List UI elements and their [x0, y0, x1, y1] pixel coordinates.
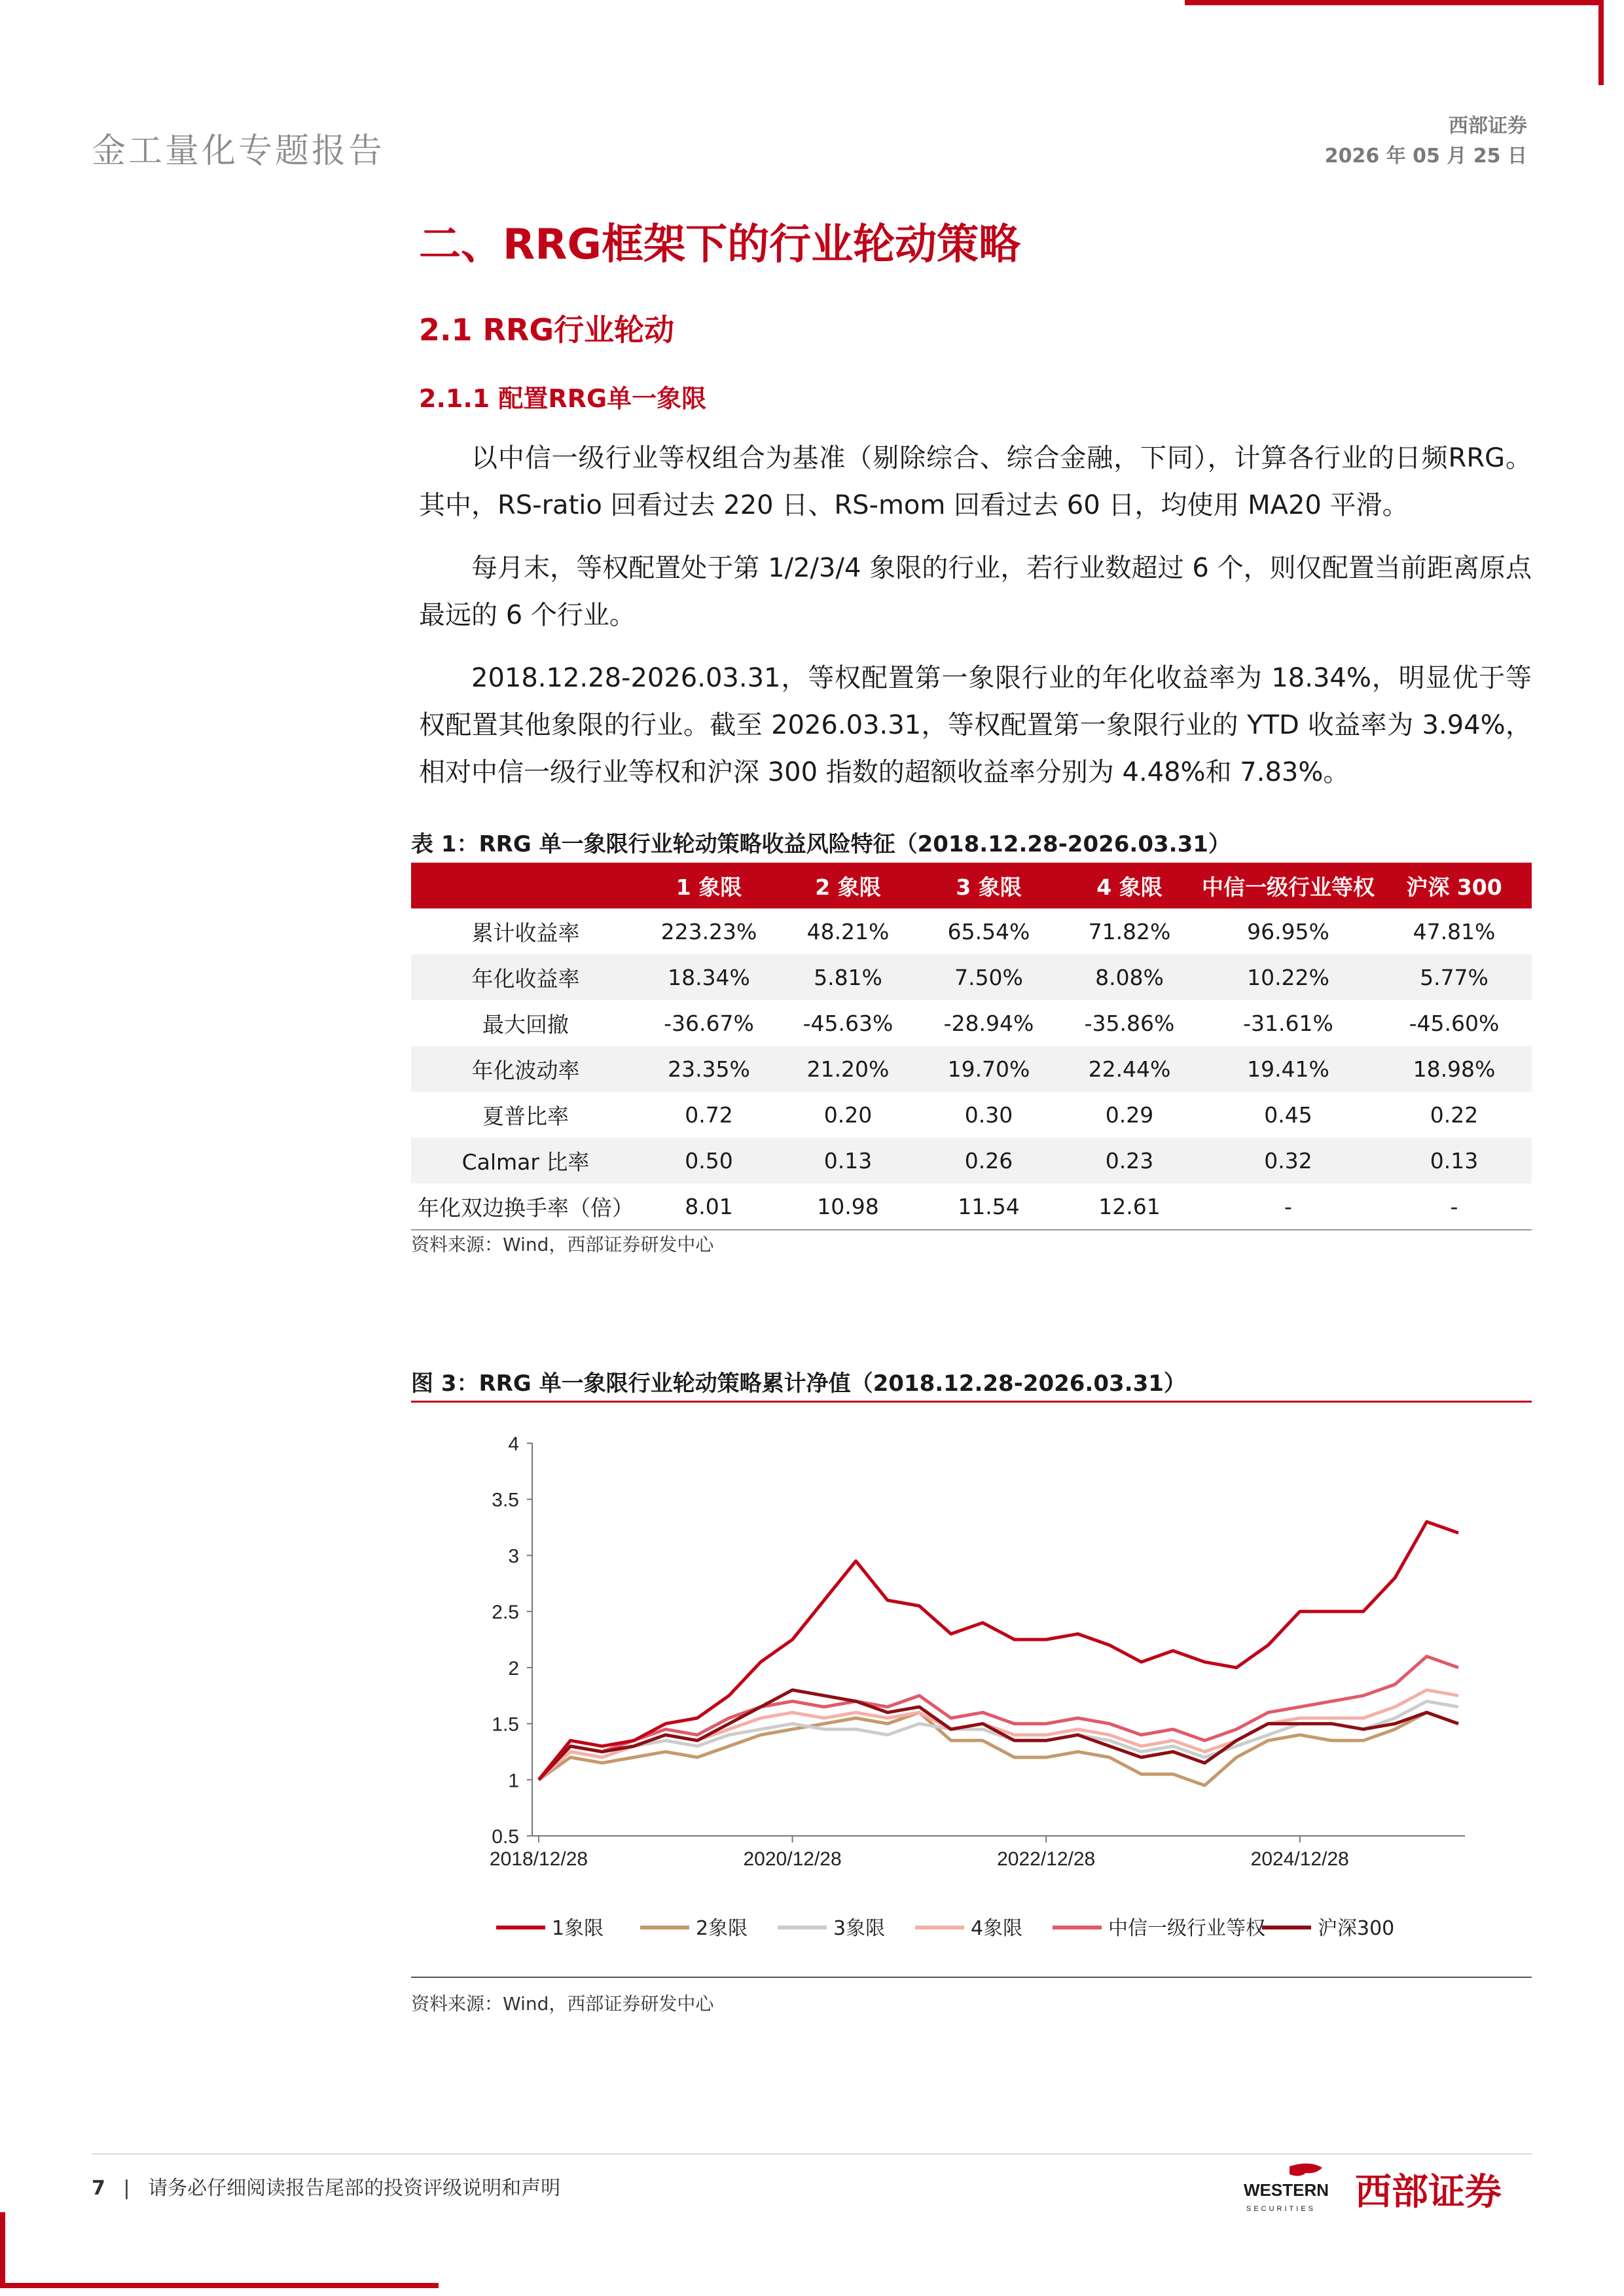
table-cell: 47.81% [1413, 918, 1496, 944]
y-tick-label: 0.5 [492, 1826, 519, 1848]
table-body [411, 908, 1532, 1229]
table-header-cell: 中信一级行业等权 [1200, 863, 1377, 908]
table-cell: 8.08% [1059, 954, 1200, 1000]
table-cell: -45.63% [803, 1010, 893, 1036]
table-row-label: 夏普比率 [482, 1103, 569, 1129]
bottom-red-frame-vertical [0, 2212, 5, 2288]
table-cell: 0.72 [685, 1102, 733, 1128]
y-tick-label: 3.5 [492, 1489, 519, 1511]
header-date: 2026 年 05 月 25 日 [1324, 145, 1527, 168]
table-cell: 71.82% [1088, 918, 1171, 944]
table-cell: 0.13 [778, 1138, 918, 1183]
table-cell: 22.44% [1059, 1046, 1200, 1092]
table-cell: 11.54 [958, 1193, 1020, 1219]
table-cell: 21.20% [778, 1046, 918, 1092]
subsection-title: 2.1 RRG行业轮动 [419, 312, 675, 348]
figure-bottom-rule [411, 1977, 1532, 1978]
table-cell: 0.32 [1200, 1138, 1377, 1183]
table-header-cell: 4 象限 [1059, 863, 1200, 908]
paragraph-2: 每月末，等权配置处于第 1/2/3/4 象限的行业，若行业数超过 6 个，则仅配置当前距离原点最远的 6 个行业。 [419, 553, 1532, 630]
table-row [411, 1046, 1532, 1092]
table-cell: 65.54% [947, 918, 1030, 944]
y-tick-label: 4 [508, 1433, 519, 1455]
logo-en-text: WESTERN [1244, 2180, 1329, 2200]
western-securities-logo [1244, 2160, 1532, 2219]
table-caption: 表 1：RRG 单一象限行业轮动策略收益风险特征（2018.12.28-2026.03.31） [411, 831, 1231, 857]
y-tick-label: 1.5 [492, 1713, 519, 1736]
table-cell: -28.94% [943, 1010, 1034, 1036]
figure-source: 资料来源：Wind，西部证券研发中心 [411, 1993, 714, 2015]
table-row [411, 1092, 1532, 1138]
table-row [411, 954, 1532, 1000]
table-cell: 5.81% [778, 954, 918, 1000]
table-cell: 23.35% [640, 1046, 778, 1092]
table-cell: 18.98% [1377, 1046, 1532, 1092]
table-cell: 0.30 [964, 1102, 1013, 1128]
table-cell: 0.29 [1105, 1102, 1154, 1128]
table-row [411, 1183, 1532, 1229]
table-cell: - [1450, 1193, 1458, 1219]
table-row [411, 1138, 1532, 1183]
table-header-cell: 沪深 300 [1377, 863, 1532, 908]
page-number: 7 [92, 2177, 105, 2200]
header-meta [1325, 111, 1527, 171]
table-row-label: 累计收益率 [471, 920, 580, 946]
section-title: 二、RRG框架下的行业轮动策略 [419, 221, 1021, 269]
footer-rule [92, 2153, 1532, 2155]
legend-label: 中信一级行业等权 [1108, 1917, 1265, 1940]
table-cell: 0.20 [823, 1102, 873, 1128]
table-cell: - [1284, 1193, 1292, 1219]
table-header-cell: 3 象限 [918, 863, 1059, 908]
table-row [411, 908, 1532, 954]
table-header-cell [411, 863, 640, 908]
table-cell: 0.22 [1430, 1102, 1479, 1128]
figure-caption: 图 3：RRG 单一象限行业轮动策略累计净值（2018.12.28-2026.03.31） [411, 1371, 1186, 1397]
table-cell: -35.86% [1084, 1010, 1175, 1036]
legend-label: 3象限 [833, 1917, 886, 1940]
table-header-cell: 2 象限 [778, 863, 918, 908]
x-tick-label: 2020/12/28 [743, 1848, 842, 1870]
report-category: 金工量化专题报告 [92, 132, 386, 171]
legend-label: 2象限 [696, 1917, 748, 1940]
table-cell: 10.98 [817, 1193, 879, 1219]
x-tick-label: 2024/12/28 [1250, 1848, 1349, 1870]
table-cell: -45.60% [1409, 1010, 1500, 1036]
y-tick-label: 2 [508, 1657, 519, 1679]
table-cell: 10.22% [1200, 954, 1377, 1000]
disclaimer-text: 请务必仔细阅读报告尾部的投资评级说明和声明 [148, 2177, 561, 2200]
table-cell: 0.26 [918, 1138, 1059, 1183]
table-cell: 0.45 [1264, 1102, 1312, 1128]
table-cell: 0.13 [1377, 1138, 1532, 1183]
table-cell: 48.21% [806, 918, 890, 944]
returns-table-grid [411, 863, 1532, 1229]
subsubsection-title: 2.1.1 配置RRG单一象限 [419, 384, 707, 413]
legend-label: 1象限 [552, 1917, 604, 1940]
table-cell: 19.41% [1200, 1046, 1377, 1092]
table-cell: 8.01 [685, 1193, 733, 1219]
y-tick-label: 1 [508, 1770, 519, 1792]
header-org: 西部证券 [1449, 115, 1527, 137]
y-tick-label: 3 [508, 1545, 519, 1568]
table-cell: 12.61 [1098, 1193, 1161, 1219]
figure-top-rule [411, 1401, 1532, 1403]
table-row-label: 年化波动率 [411, 1046, 640, 1092]
table-cell: 7.50% [918, 954, 1059, 1000]
table-cell: 18.34% [640, 954, 778, 1000]
logo-cn-text: 西部证券 [1355, 2171, 1502, 2214]
top-red-frame-vertical [1598, 0, 1604, 85]
table-row-label: 最大回撤 [482, 1011, 569, 1037]
y-tick-label: 2.5 [492, 1602, 519, 1624]
table-cell: 5.77% [1377, 954, 1532, 1000]
table-cell: 19.70% [918, 1046, 1059, 1092]
paragraph-1: 以中信一级行业等权组合为基准（剔除综合、综合金融，下同），计算各行业的日频RRG。其中，RS-ratio 回看过去 220 日、RS-mom 回看过去 60 日，均使用 MA20 平滑。 [419, 443, 1532, 520]
table-header-cell: 1 象限 [640, 863, 778, 908]
table-cell: 223.23% [660, 918, 757, 944]
table-cell: 0.50 [640, 1138, 778, 1183]
logo-sub-text: SECURITIES [1246, 2205, 1316, 2213]
table-row [411, 1000, 1532, 1046]
footer-note [92, 2172, 560, 2200]
series-line-3象限 [539, 1701, 1458, 1780]
table-cell: 96.95% [1247, 918, 1329, 944]
paragraph-3: 2018.12.28-2026.03.31，等权配置第一象限行业的年化收益率为 18.34%，明显优于等权配置其他象限的行业。截至 2026.03.31，等权配置第一象限行业的 YTD 收益率为 3.94%，相对中信一级行业等权和沪深 300 指数的超额收益率分别为 4.48%和 7.83%。 [419, 663, 1532, 787]
table-header-row [411, 863, 1532, 908]
returns-table [411, 863, 1532, 1230]
table-source: 资料来源：Wind，西部证券研发中心 [411, 1234, 714, 1255]
table-cell: 0.23 [1059, 1138, 1200, 1183]
table-cell: -31.61% [1243, 1010, 1333, 1036]
table-cell: -36.67% [664, 1010, 754, 1036]
legend-label: 4象限 [971, 1917, 1023, 1940]
logo-graphic [1244, 2160, 1532, 2219]
footer-separator: | [123, 2177, 130, 2200]
table-row-label: 年化双边换手率（倍） [418, 1194, 634, 1221]
bottom-red-frame [0, 2283, 439, 2288]
table-row-label: Calmar 比率 [411, 1138, 640, 1183]
x-tick-label: 2018/12/28 [489, 1848, 588, 1870]
cumulative-nav-chart [411, 1407, 1532, 1970]
table-row-label: 年化收益率 [411, 954, 640, 1000]
top-red-frame [1185, 0, 1604, 5]
x-tick-label: 2022/12/28 [997, 1848, 1096, 1870]
legend-label: 沪深300 [1318, 1917, 1395, 1940]
